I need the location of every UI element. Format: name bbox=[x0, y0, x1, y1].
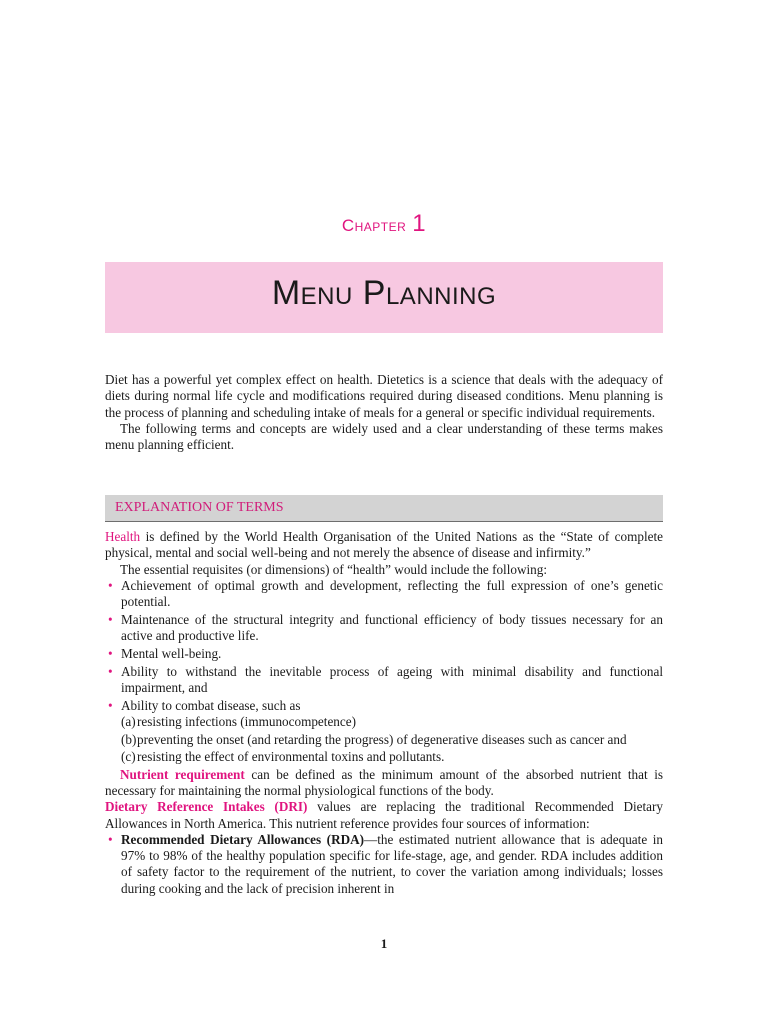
bullet-icon: • bbox=[108, 831, 113, 847]
health-requisites-list bbox=[105, 578, 663, 765]
dri-list bbox=[105, 832, 663, 897]
rda-term: Recommended Dietary Allowances (RDA) bbox=[121, 831, 365, 847]
section-heading-band bbox=[105, 495, 663, 522]
title-band bbox=[105, 262, 663, 333]
disease-sub-list bbox=[121, 714, 663, 765]
health-definition: is defined by the World Health Organisation of the United Nations as the “State of complete physical, mental and social well-being and not merely the absence of disease and infirmity.” bbox=[105, 529, 663, 561]
chapter-word: Chapter bbox=[341, 216, 407, 235]
sub-list-item: (b) preventing the onset (and retarding the progress) of degenerative diseases such as cancer and bbox=[121, 731, 627, 747]
list-item: • Achievement of optimal growth and development, reflecting the full expression of one’s genetic potential. bbox=[108, 577, 663, 610]
chapter-number: 1 bbox=[412, 210, 427, 237]
health-paragraph bbox=[105, 529, 663, 562]
nutrient-paragraph bbox=[105, 767, 663, 800]
dri-definition: values are replacing the traditional Recommended Dietary Allowances in North America. This nutrient reference provides four sources of information: bbox=[105, 799, 663, 831]
health-term: Health bbox=[105, 529, 141, 544]
bullet-icon: • bbox=[108, 577, 113, 593]
sub-list-item: (c) resisting the effect of environmental toxins and pollutants. bbox=[121, 748, 445, 764]
terms-section bbox=[105, 529, 663, 899]
intro-paragraph-1: Diet has a powerful yet complex effect on health. Dietetics is a science that deals with the adequacy of diets during normal life cycle and modifications required during diseased conditions. Menu planning is the process of planning and scheduling intake of meals for a general or specific individual requirements. bbox=[105, 372, 663, 420]
list-item: • Ability to withstand the inevitable process of ageing with minimal disability and functional impairment, and bbox=[108, 663, 663, 696]
section-heading: EXPLANATION OF TERMS bbox=[115, 500, 284, 515]
nutrient-definition: can be defined as the minimum amount of the absorbed nutrient that is necessary for maintaining the normal physiological functions of the body. bbox=[105, 766, 663, 798]
bullet-icon: • bbox=[108, 697, 113, 713]
list-item bbox=[105, 832, 663, 897]
list-item: • Maintenance of the structural integrity and functional efficiency of body tissues necessary for an active and productive life. bbox=[108, 611, 663, 644]
intro-section bbox=[105, 372, 663, 453]
nutrient-term: Nutrient requirement bbox=[120, 766, 245, 782]
list-item: • Mental well-being. bbox=[108, 646, 222, 662]
bullet-icon: • bbox=[108, 611, 113, 627]
list-item: • Ability to combat disease, such as (a) resisting infections (immunocompetence) (b) preventing the onset (and retarding the progress) of degenerative diseases such as cancer and (c) resisting the effect of environmental toxins and pollutants. bbox=[105, 698, 663, 765]
chapter-title: Menu Planning bbox=[271, 274, 497, 312]
rda-text: —the estimated nutrient allowance that is adequate in 97% to 98% of the healthy population specific for life-stage, age, and gender. RDA includes addition of safety factor to the requirement of the nutrient, to cover the variation among individuals; losses during cooking and the lack of precision inherent in bbox=[121, 831, 663, 896]
dri-term: Dietary Reference Intakes (DRI) bbox=[105, 799, 308, 815]
bullet-icon: • bbox=[108, 663, 113, 679]
chapter-label bbox=[0, 210, 768, 238]
intro-paragraph-2: The following terms and concepts are widely used and a clear understanding of these terms makes menu planning efficient. bbox=[105, 420, 663, 453]
sub-list-item: (a) resisting infections (immunocompetence) bbox=[121, 714, 356, 730]
page-number: 1 bbox=[380, 936, 388, 951]
dri-paragraph bbox=[105, 799, 663, 832]
requisites-intro: The essential requisites (or dimensions) of “health” would include the following: bbox=[120, 561, 548, 577]
bullet-icon: • bbox=[108, 646, 113, 662]
